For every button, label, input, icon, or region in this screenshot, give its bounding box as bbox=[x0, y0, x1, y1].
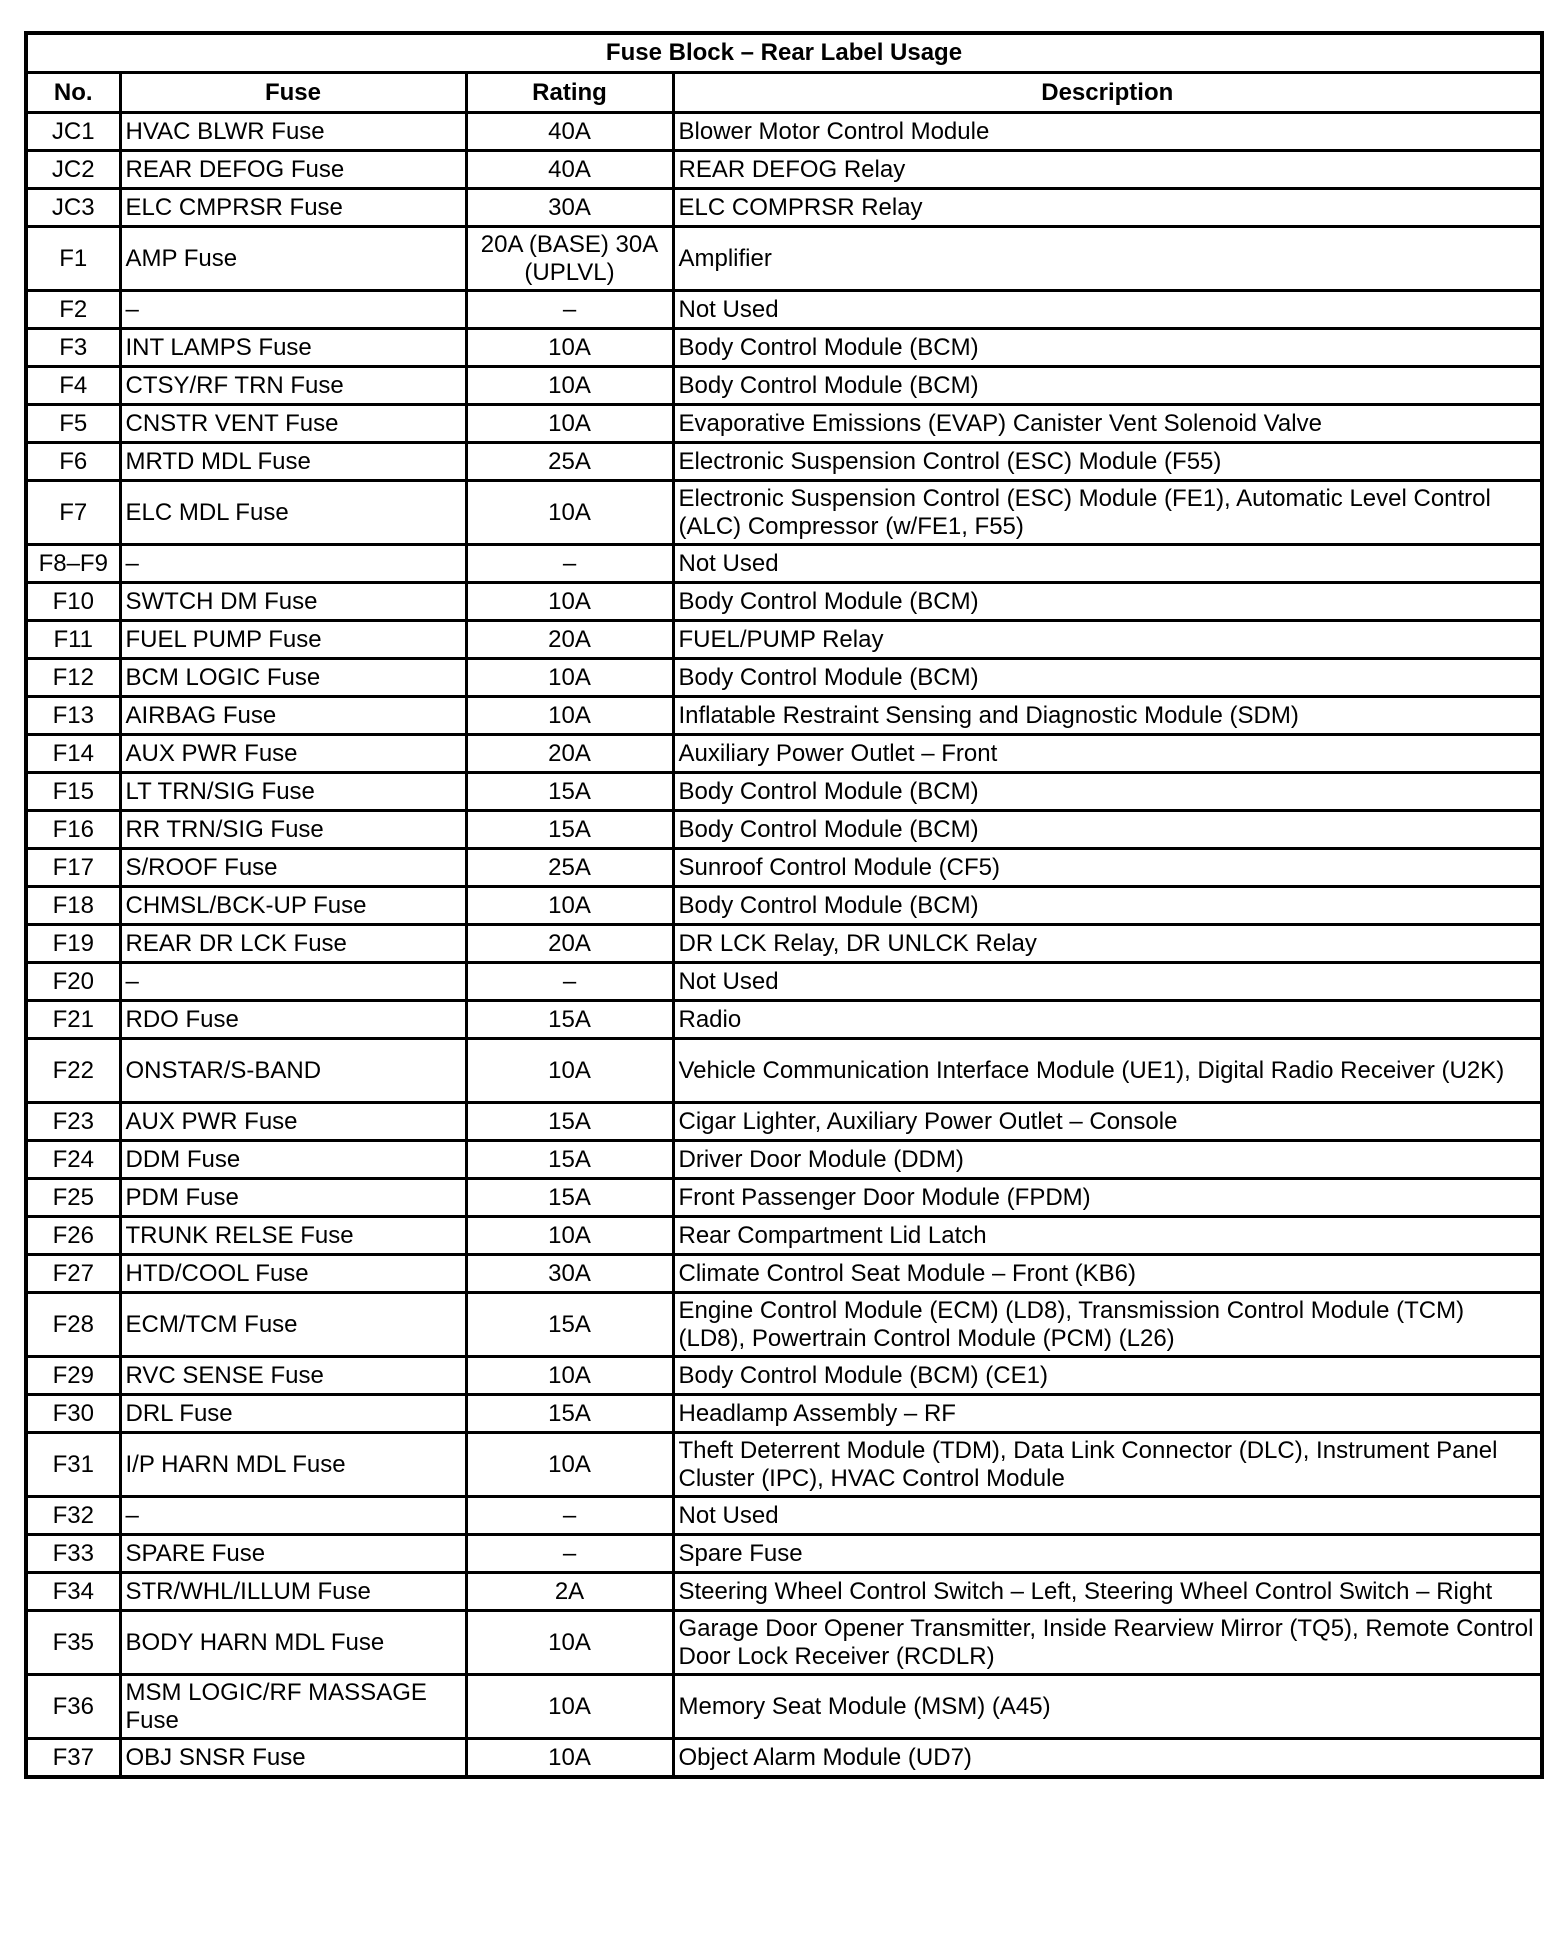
table-row bbox=[26, 1255, 1542, 1293]
cell-rating: 10A bbox=[466, 887, 673, 925]
cell-fuse: DRL Fuse bbox=[120, 1395, 466, 1433]
cell-rating: 15A bbox=[466, 773, 673, 811]
cell-rating: 10A bbox=[466, 659, 673, 697]
cell-description: Not Used bbox=[673, 291, 1542, 329]
cell-rating: 40A bbox=[466, 151, 673, 189]
cell-description: Body Control Module (BCM) bbox=[673, 773, 1542, 811]
cell-no: F23 bbox=[26, 1103, 120, 1141]
table-row bbox=[26, 113, 1542, 151]
cell-rating: 10A bbox=[466, 1433, 673, 1497]
table-row bbox=[26, 189, 1542, 227]
cell-rating: 30A bbox=[466, 189, 673, 227]
cell-rating: 10A bbox=[466, 481, 673, 545]
cell-description: Front Passenger Door Module (FPDM) bbox=[673, 1179, 1542, 1217]
header-no: No. bbox=[26, 73, 120, 113]
cell-no: JC2 bbox=[26, 151, 120, 189]
cell-fuse: BCM LOGIC Fuse bbox=[120, 659, 466, 697]
cell-no: F13 bbox=[26, 697, 120, 735]
cell-no: F11 bbox=[26, 621, 120, 659]
cell-fuse: ELC CMPRSR Fuse bbox=[120, 189, 466, 227]
cell-description: Cigar Lighter, Auxiliary Power Outlet – Console bbox=[673, 1103, 1542, 1141]
cell-description: Spare Fuse bbox=[673, 1535, 1542, 1573]
cell-fuse: TRUNK RELSE Fuse bbox=[120, 1217, 466, 1255]
cell-description: Radio bbox=[673, 1001, 1542, 1039]
table-row bbox=[26, 811, 1542, 849]
table-row bbox=[26, 1739, 1542, 1778]
cell-no: F16 bbox=[26, 811, 120, 849]
cell-rating: 10A bbox=[466, 1739, 673, 1778]
cell-no: F29 bbox=[26, 1357, 120, 1395]
cell-fuse: – bbox=[120, 545, 466, 583]
cell-fuse: I/P HARN MDL Fuse bbox=[120, 1433, 466, 1497]
fuse-block-table bbox=[24, 31, 1544, 1779]
cell-description: Amplifier bbox=[673, 227, 1542, 291]
cell-fuse: CHMSL/BCK-UP Fuse bbox=[120, 887, 466, 925]
cell-no: F33 bbox=[26, 1535, 120, 1573]
cell-fuse: CTSY/RF TRN Fuse bbox=[120, 367, 466, 405]
cell-fuse: INT LAMPS Fuse bbox=[120, 329, 466, 367]
cell-fuse: REAR DR LCK Fuse bbox=[120, 925, 466, 963]
cell-fuse: PDM Fuse bbox=[120, 1179, 466, 1217]
cell-description: DR LCK Relay, DR UNLCK Relay bbox=[673, 925, 1542, 963]
cell-no: JC1 bbox=[26, 113, 120, 151]
cell-no: F21 bbox=[26, 1001, 120, 1039]
cell-description: Not Used bbox=[673, 1497, 1542, 1535]
cell-fuse: DDM Fuse bbox=[120, 1141, 466, 1179]
cell-description: Sunroof Control Module (CF5) bbox=[673, 849, 1542, 887]
table-body bbox=[26, 113, 1542, 1778]
cell-description: Electronic Suspension Control (ESC) Module (FE1), Automatic Level Control (ALC) Compressor (w/FE1, F55) bbox=[673, 481, 1542, 545]
table-row bbox=[26, 329, 1542, 367]
cell-no: F19 bbox=[26, 925, 120, 963]
cell-no: F24 bbox=[26, 1141, 120, 1179]
cell-fuse: REAR DEFOG Fuse bbox=[120, 151, 466, 189]
cell-no: F3 bbox=[26, 329, 120, 367]
cell-rating: 25A bbox=[466, 849, 673, 887]
cell-description: Blower Motor Control Module bbox=[673, 113, 1542, 151]
cell-fuse: RVC SENSE Fuse bbox=[120, 1357, 466, 1395]
table-title-row bbox=[26, 33, 1542, 73]
cell-rating: 20A bbox=[466, 925, 673, 963]
cell-description: Electronic Suspension Control (ESC) Module (F55) bbox=[673, 443, 1542, 481]
cell-no: F7 bbox=[26, 481, 120, 545]
cell-no: F12 bbox=[26, 659, 120, 697]
cell-no: F1 bbox=[26, 227, 120, 291]
cell-no: F35 bbox=[26, 1611, 120, 1675]
cell-description: Steering Wheel Control Switch – Left, Steering Wheel Control Switch – Right bbox=[673, 1573, 1542, 1611]
cell-fuse: – bbox=[120, 291, 466, 329]
cell-description: Inflatable Restraint Sensing and Diagnostic Module (SDM) bbox=[673, 697, 1542, 735]
cell-rating: 20A bbox=[466, 735, 673, 773]
cell-no: F17 bbox=[26, 849, 120, 887]
cell-rating: 10A bbox=[466, 367, 673, 405]
table-row bbox=[26, 1103, 1542, 1141]
cell-fuse: – bbox=[120, 1497, 466, 1535]
cell-description: Body Control Module (BCM) bbox=[673, 367, 1542, 405]
cell-no: F6 bbox=[26, 443, 120, 481]
table-row bbox=[26, 1535, 1542, 1573]
cell-no: F31 bbox=[26, 1433, 120, 1497]
cell-fuse: BODY HARN MDL Fuse bbox=[120, 1611, 466, 1675]
cell-rating: – bbox=[466, 1497, 673, 1535]
cell-no: F25 bbox=[26, 1179, 120, 1217]
cell-rating: 10A bbox=[466, 1611, 673, 1675]
cell-rating: 30A bbox=[466, 1255, 673, 1293]
table-row bbox=[26, 887, 1542, 925]
table-row bbox=[26, 1001, 1542, 1039]
cell-description: ELC COMPRSR Relay bbox=[673, 189, 1542, 227]
cell-no: F27 bbox=[26, 1255, 120, 1293]
table-title: Fuse Block – Rear Label Usage bbox=[26, 33, 1542, 73]
cell-fuse: ONSTAR/S-BAND bbox=[120, 1039, 466, 1103]
cell-rating: – bbox=[466, 963, 673, 1001]
cell-fuse: SPARE Fuse bbox=[120, 1535, 466, 1573]
cell-rating: 10A bbox=[466, 329, 673, 367]
cell-no: F28 bbox=[26, 1293, 120, 1357]
cell-description: Memory Seat Module (MSM) (A45) bbox=[673, 1675, 1542, 1739]
table-row bbox=[26, 735, 1542, 773]
cell-fuse: AMP Fuse bbox=[120, 227, 466, 291]
cell-description: Theft Deterrent Module (TDM), Data Link Connector (DLC), Instrument Panel Cluster (IPC), HVAC Control Module bbox=[673, 1433, 1542, 1497]
cell-description: Body Control Module (BCM) bbox=[673, 329, 1542, 367]
cell-no: F5 bbox=[26, 405, 120, 443]
cell-description: Rear Compartment Lid Latch bbox=[673, 1217, 1542, 1255]
cell-no: F37 bbox=[26, 1739, 120, 1778]
cell-no: F14 bbox=[26, 735, 120, 773]
cell-description: FUEL/PUMP Relay bbox=[673, 621, 1542, 659]
cell-rating: 25A bbox=[466, 443, 673, 481]
cell-rating: 15A bbox=[466, 1141, 673, 1179]
cell-description: Climate Control Seat Module – Front (KB6) bbox=[673, 1255, 1542, 1293]
table-row bbox=[26, 443, 1542, 481]
cell-rating: 20A (BASE) 30A (UPLVL) bbox=[466, 227, 673, 291]
cell-no: F36 bbox=[26, 1675, 120, 1739]
table-row bbox=[26, 621, 1542, 659]
table-row bbox=[26, 1395, 1542, 1433]
cell-description: Garage Door Opener Transmitter, Inside Rearview Mirror (TQ5), Remote Control Door Lock Receiver (RCDLR) bbox=[673, 1611, 1542, 1675]
cell-fuse: ELC MDL Fuse bbox=[120, 481, 466, 545]
cell-fuse: OBJ SNSR Fuse bbox=[120, 1739, 466, 1778]
table-row bbox=[26, 1433, 1542, 1497]
table-row bbox=[26, 1141, 1542, 1179]
header-rating: Rating bbox=[466, 73, 673, 113]
cell-no: F30 bbox=[26, 1395, 120, 1433]
cell-no: F34 bbox=[26, 1573, 120, 1611]
cell-fuse: AIRBAG Fuse bbox=[120, 697, 466, 735]
table-row bbox=[26, 405, 1542, 443]
table-row bbox=[26, 291, 1542, 329]
table-row bbox=[26, 1675, 1542, 1739]
cell-no: JC3 bbox=[26, 189, 120, 227]
cell-description: Body Control Module (BCM) bbox=[673, 887, 1542, 925]
cell-rating: 15A bbox=[466, 1001, 673, 1039]
table-row bbox=[26, 1217, 1542, 1255]
table-row bbox=[26, 367, 1542, 405]
cell-fuse: CNSTR VENT Fuse bbox=[120, 405, 466, 443]
cell-rating: 10A bbox=[466, 405, 673, 443]
table-row bbox=[26, 849, 1542, 887]
cell-description: Body Control Module (BCM) (CE1) bbox=[673, 1357, 1542, 1395]
cell-rating: 10A bbox=[466, 583, 673, 621]
header-description: Description bbox=[673, 73, 1542, 113]
cell-rating: – bbox=[466, 1535, 673, 1573]
cell-no: F20 bbox=[26, 963, 120, 1001]
table-row bbox=[26, 1573, 1542, 1611]
table-row bbox=[26, 773, 1542, 811]
table-row bbox=[26, 1497, 1542, 1535]
cell-no: F32 bbox=[26, 1497, 120, 1535]
cell-rating: 10A bbox=[466, 697, 673, 735]
cell-fuse: STR/WHL/ILLUM Fuse bbox=[120, 1573, 466, 1611]
cell-rating: 15A bbox=[466, 1103, 673, 1141]
cell-rating: 10A bbox=[466, 1039, 673, 1103]
cell-fuse: ECM/TCM Fuse bbox=[120, 1293, 466, 1357]
cell-description: Engine Control Module (ECM) (LD8), Transmission Control Module (TCM) (LD8), Powertrain Control Module (PCM) (L26) bbox=[673, 1293, 1542, 1357]
table-row bbox=[26, 481, 1542, 545]
cell-rating: – bbox=[466, 291, 673, 329]
cell-description: Body Control Module (BCM) bbox=[673, 583, 1542, 621]
cell-fuse: MSM LOGIC/RF MASSAGE Fuse bbox=[120, 1675, 466, 1739]
cell-rating: 15A bbox=[466, 1179, 673, 1217]
table-row bbox=[26, 583, 1542, 621]
cell-fuse: SWTCH DM Fuse bbox=[120, 583, 466, 621]
table-row bbox=[26, 545, 1542, 583]
cell-rating: 10A bbox=[466, 1357, 673, 1395]
table-row bbox=[26, 151, 1542, 189]
cell-no: F22 bbox=[26, 1039, 120, 1103]
cell-no: F26 bbox=[26, 1217, 120, 1255]
table-row bbox=[26, 925, 1542, 963]
cell-description: Not Used bbox=[673, 545, 1542, 583]
cell-fuse: HVAC BLWR Fuse bbox=[120, 113, 466, 151]
table-row bbox=[26, 697, 1542, 735]
cell-description: Body Control Module (BCM) bbox=[673, 659, 1542, 697]
table-row bbox=[26, 1039, 1542, 1103]
cell-description: Headlamp Assembly – RF bbox=[673, 1395, 1542, 1433]
cell-rating: 20A bbox=[466, 621, 673, 659]
table-row bbox=[26, 1611, 1542, 1675]
cell-rating: 10A bbox=[466, 1675, 673, 1739]
cell-rating: 40A bbox=[466, 113, 673, 151]
cell-no: F15 bbox=[26, 773, 120, 811]
cell-no: F18 bbox=[26, 887, 120, 925]
table-row bbox=[26, 963, 1542, 1001]
cell-no: F8–F9 bbox=[26, 545, 120, 583]
cell-fuse: AUX PWR Fuse bbox=[120, 1103, 466, 1141]
cell-description: Body Control Module (BCM) bbox=[673, 811, 1542, 849]
cell-no: F2 bbox=[26, 291, 120, 329]
table-header-row bbox=[26, 73, 1542, 113]
table-row bbox=[26, 227, 1542, 291]
cell-no: F10 bbox=[26, 583, 120, 621]
cell-description: Evaporative Emissions (EVAP) Canister Vent Solenoid Valve bbox=[673, 405, 1542, 443]
cell-fuse: LT TRN/SIG Fuse bbox=[120, 773, 466, 811]
cell-fuse: HTD/COOL Fuse bbox=[120, 1255, 466, 1293]
cell-no: F4 bbox=[26, 367, 120, 405]
cell-fuse: FUEL PUMP Fuse bbox=[120, 621, 466, 659]
table-row bbox=[26, 1357, 1542, 1395]
cell-description: REAR DEFOG Relay bbox=[673, 151, 1542, 189]
cell-description: Driver Door Module (DDM) bbox=[673, 1141, 1542, 1179]
header-fuse: Fuse bbox=[120, 73, 466, 113]
cell-fuse: RR TRN/SIG Fuse bbox=[120, 811, 466, 849]
cell-fuse: MRTD MDL Fuse bbox=[120, 443, 466, 481]
cell-rating: 15A bbox=[466, 1395, 673, 1433]
cell-rating: 15A bbox=[466, 1293, 673, 1357]
cell-rating: 15A bbox=[466, 811, 673, 849]
cell-fuse: – bbox=[120, 963, 466, 1001]
cell-description: Not Used bbox=[673, 963, 1542, 1001]
cell-rating: 10A bbox=[466, 1217, 673, 1255]
cell-fuse: S/ROOF Fuse bbox=[120, 849, 466, 887]
table-row bbox=[26, 1293, 1542, 1357]
cell-fuse: AUX PWR Fuse bbox=[120, 735, 466, 773]
cell-rating: – bbox=[466, 545, 673, 583]
cell-fuse: RDO Fuse bbox=[120, 1001, 466, 1039]
cell-description: Auxiliary Power Outlet – Front bbox=[673, 735, 1542, 773]
cell-rating: 2A bbox=[466, 1573, 673, 1611]
table-row bbox=[26, 1179, 1542, 1217]
cell-description: Object Alarm Module (UD7) bbox=[673, 1739, 1542, 1778]
cell-description: Vehicle Communication Interface Module (UE1), Digital Radio Receiver (U2K) bbox=[673, 1039, 1542, 1103]
table-row bbox=[26, 659, 1542, 697]
